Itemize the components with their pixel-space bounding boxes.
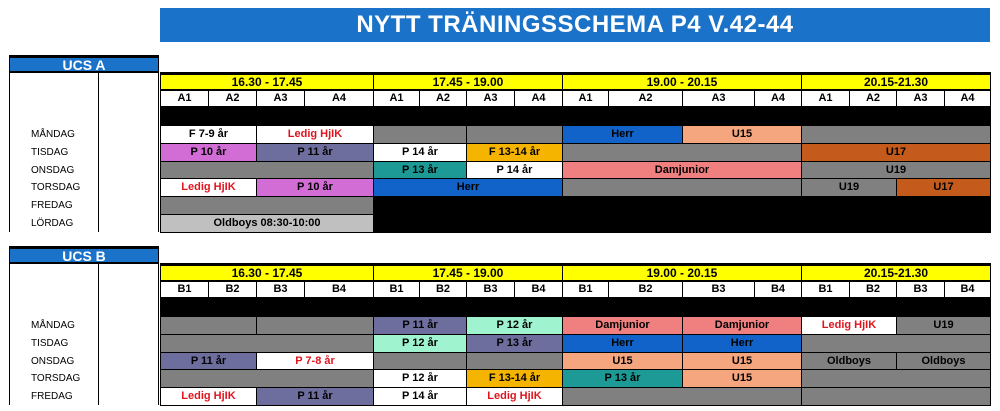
schedule-slot: P 11 år [373,316,467,335]
schedule-slot: Herr [373,178,563,197]
day-label: TORSDAG [31,181,81,193]
schedule-slot-empty [373,196,991,215]
schedule-slot-empty [466,125,563,144]
day-label: ONSDAG [31,164,75,176]
field-header: B1 [801,281,850,298]
black-band [160,298,991,316]
page-title: NYTT TRÄNINGSSCHEMA P4 V.42-44 [160,8,990,42]
schedule-slot-empty [373,125,467,144]
schedule-slot: P 14 år [373,387,467,406]
time-slot-header: 17.45 - 19.00 [373,263,563,281]
field-header: B4 [754,281,802,298]
field-header: A4 [754,90,802,107]
schedule-slot-empty [160,316,257,335]
schedule-slot: P 14 år [373,143,467,162]
schedule-slot: P 12 år [373,334,467,353]
left-column-line [98,72,99,232]
schedule-slot-empty [373,214,991,233]
schedule-slot: U19 [801,178,897,197]
field-header: B1 [562,281,609,298]
left-column-line [158,263,159,405]
field-header: A2 [608,90,683,107]
schedule-slot-empty [466,352,563,370]
schedule-slot-empty [373,352,467,370]
schedule-slot: P 10 år [256,178,374,197]
schedule-slot: Herr [682,334,802,353]
day-label: FREDAG [31,199,73,211]
time-slot-header: 20.15-21.30 [801,263,991,281]
field-header: B3 [256,281,305,298]
field-header: B3 [896,281,945,298]
field-header: A1 [160,90,209,107]
schedule-slot: P 12 år [466,316,563,335]
schedule-slot: P 7-8 år [256,352,374,370]
schedule-slot-empty [160,334,374,353]
schedule-slot: P 11 år [256,143,374,162]
schedule-slot: U17 [801,143,991,162]
schedule-slot: Herr [562,334,683,353]
schedule-slot: Oldboys [896,352,991,370]
field-header: B4 [944,281,991,298]
time-slot-header: 19.00 - 20.15 [562,72,802,90]
schedule-slot: U15 [682,369,802,388]
time-slot-header: 16.30 - 17.45 [160,72,374,90]
field-header: B2 [608,281,683,298]
time-slot-header: 20.15-21.30 [801,72,991,90]
schedule-slot: F 13-14 år [466,143,563,162]
schedule-slot: Damjunior [562,316,683,335]
section-title: UCS A [9,55,159,72]
schedule-slot: U19 [896,316,991,335]
schedule-slot: Oldboys 08:30-10:00 [160,214,374,233]
schedule-slot: P 13 år [562,369,683,388]
field-header: A4 [514,90,563,107]
schedule-slot-empty [562,387,802,406]
schedule-slot-empty [160,369,374,388]
section-title: UCS B [9,246,159,263]
schedule-slot: Ledig HjIK [160,178,257,197]
field-header: A1 [562,90,609,107]
left-column-line [9,72,10,232]
left-column-line [9,263,10,405]
schedule-slot-empty [801,387,991,406]
day-label: ONSDAG [31,355,75,367]
schedule-slot: P 13 år [373,161,467,179]
schedule-slot: Ledig HjIK [466,387,563,406]
schedule-slot-empty [160,196,374,215]
field-header: A2 [849,90,897,107]
schedule-slot: Ledig HjIK [256,125,374,144]
field-header: B1 [373,281,420,298]
field-header: A4 [304,90,374,107]
field-header: B4 [514,281,563,298]
schedule-slot: Oldboys [801,352,897,370]
schedule-slot: Herr [562,125,683,144]
left-column-line [98,263,99,405]
schedule-slot: Damjunior [682,316,802,335]
field-header: B3 [466,281,515,298]
field-header: A4 [944,90,991,107]
schedule-slot: P 13 år [466,334,563,353]
schedule-slot-empty [801,334,991,353]
field-header: B3 [682,281,755,298]
field-header: B2 [208,281,257,298]
left-column-line [158,72,159,232]
schedule-slot-empty [801,125,991,144]
schedule-slot: F 13-14 år [466,369,563,388]
day-label: LÖRDAG [31,217,74,229]
schedule-slot: Ledig HjIK [801,316,897,335]
schedule-slot-empty [160,161,374,179]
schedule-slot: U19 [801,161,991,179]
field-header: B1 [160,281,209,298]
field-header: A3 [682,90,755,107]
black-band [160,107,991,125]
field-header: A1 [801,90,850,107]
time-slot-header: 17.45 - 19.00 [373,72,563,90]
field-header: A1 [373,90,420,107]
schedule-slot-empty [562,178,802,197]
field-header: A3 [256,90,305,107]
day-label: TISDAG [31,337,69,349]
field-header: B4 [304,281,374,298]
schedule-slot: U17 [896,178,991,197]
schedule-slot: U15 [562,352,683,370]
time-slot-header: 19.00 - 20.15 [562,263,802,281]
schedule-slot: P 10 år [160,143,257,162]
field-header: A2 [208,90,257,107]
schedule-slot-empty [562,143,802,162]
section-top-line [9,72,159,73]
field-header: A2 [419,90,467,107]
schedule-slot: P 12 år [373,369,467,388]
schedule-slot-empty [256,316,374,335]
day-label: MÅNDAG [31,128,75,140]
field-header: A3 [466,90,515,107]
schedule-slot: P 14 år [466,161,563,179]
day-label: TORSDAG [31,372,81,384]
schedule-slot: F 7-9 år [160,125,257,144]
day-label: MÅNDAG [31,319,75,331]
schedule-slot: Ledig HjIK [160,387,257,406]
field-header: A3 [896,90,945,107]
schedule-slot: P 11 år [160,352,257,370]
schedule-slot: P 11 år [256,387,374,406]
schedule-slot-empty [801,369,991,388]
section-top-line [9,263,159,264]
schedule-slot: U15 [682,352,802,370]
schedule-slot: U15 [682,125,802,144]
schedule-slot: Damjunior [562,161,802,179]
field-header: B2 [419,281,467,298]
day-label: TISDAG [31,146,69,158]
time-slot-header: 16.30 - 17.45 [160,263,374,281]
day-label: FREDAG [31,390,73,402]
field-header: B2 [849,281,897,298]
